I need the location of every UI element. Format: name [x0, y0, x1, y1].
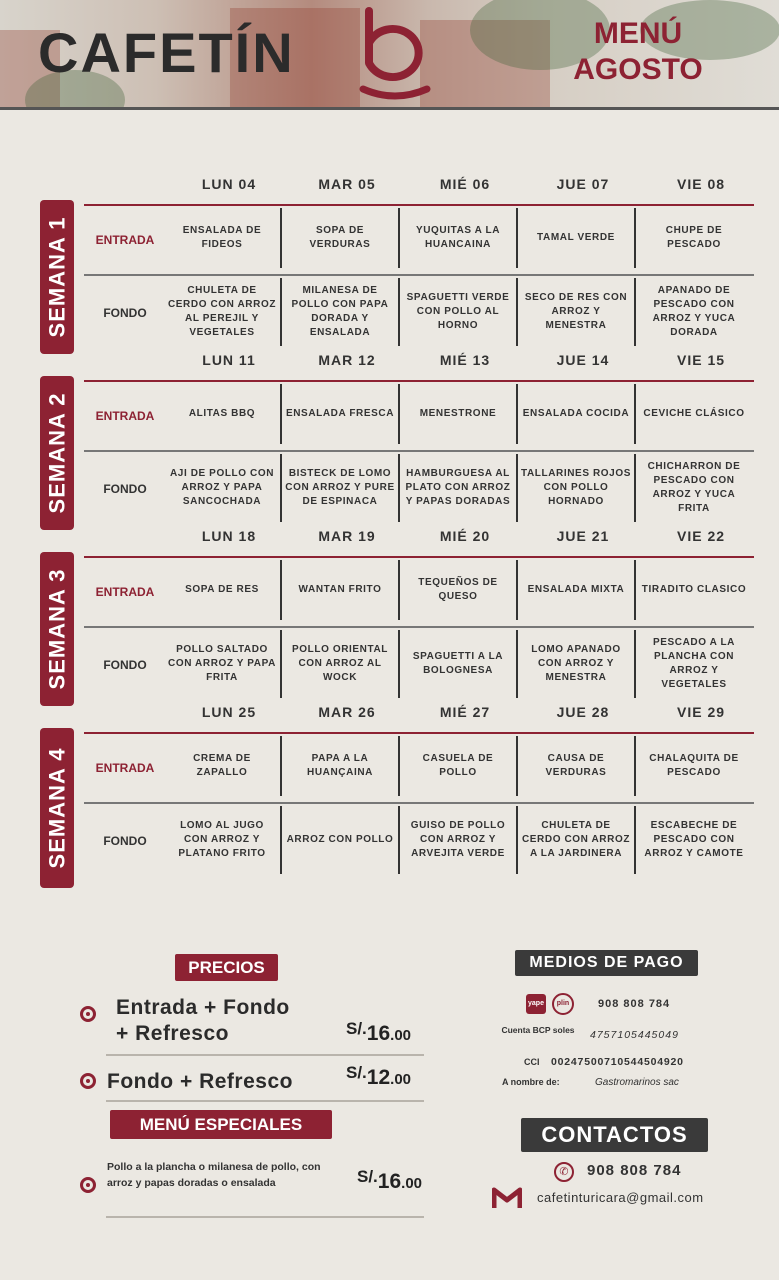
row-label-entrada: ENTRADA — [95, 761, 155, 775]
bcp-account: 4757105445049 — [590, 1029, 679, 1041]
entrada-row — [164, 736, 754, 796]
week-block — [40, 528, 760, 708]
fondo-dish: ESCABECHE DE PESCADO CON ARROZ Y CAMOTE — [644, 820, 744, 859]
entrada-dish: CASUELA DE POLLO — [422, 753, 494, 778]
day-header: JUE 21 — [556, 528, 610, 544]
entrada-dish: CREMA DE ZAPALLO — [193, 753, 251, 778]
combo-1-price — [346, 1019, 412, 1046]
day-header: JUE 14 — [556, 352, 610, 368]
prices-title: PRECIOS — [175, 954, 278, 981]
divider — [106, 1216, 424, 1218]
currency: S/. — [346, 1019, 367, 1038]
entrada-dish: TEQUEÑOS DE QUESO — [418, 577, 498, 602]
divider — [106, 1054, 424, 1056]
fondo-dish: POLLO SALTADO CON ARROZ Y PAPA FRITA — [168, 644, 276, 683]
amount: 12 — [366, 1066, 391, 1089]
row-label-fondo: FONDO — [103, 658, 147, 672]
entrada-dish: ENSALADA FRESCA — [285, 408, 395, 419]
yape-icon — [526, 994, 546, 1014]
row-label-entrada: ENTRADA — [95, 585, 155, 599]
fondo-dish: CHULETA DE CERDO CON ARROZ A LA JARDINERA — [521, 820, 631, 859]
day-header: LUN 18 — [201, 528, 257, 544]
contact-email[interactable]: cafetinturicara@gmail.com — [537, 1190, 704, 1205]
day-header: VIE 15 — [676, 352, 726, 368]
entrada-dish: YUQUITAS A LA HUANCAINA — [415, 225, 501, 250]
day-header: MAR 12 — [318, 352, 376, 368]
day-header: MAR 19 — [318, 528, 376, 544]
fondo-dish: MILANESA DE POLLO CON PAPA DORADA Y ENSALADA — [291, 285, 389, 338]
entrada-dish: SOPA DE VERDURAS — [309, 225, 371, 250]
entrada-row — [164, 208, 754, 268]
week-tab — [40, 728, 74, 888]
day-header: LUN 25 — [201, 704, 257, 720]
fondo-dish: HAMBURGUESA AL PLATO CON ARROZ Y PAPAS DORADAS — [405, 468, 511, 507]
row-label-fondo: FONDO — [103, 306, 147, 320]
week-tab — [40, 376, 74, 530]
fondo-dish: AJI DE POLLO CON ARROZ Y PAPA SANCOCHADA — [169, 468, 275, 507]
specials-title: MENÚ ESPECIALES — [110, 1110, 332, 1139]
fondo-dish: LOMO AL JUGO CON ARROZ Y PLATANO FRITO — [178, 820, 266, 859]
day-headers — [170, 352, 760, 374]
fondo-row — [164, 806, 754, 874]
fondo-dish: GUISO DE POLLO CON ARROZ Y ARVEJITA VERDE — [410, 820, 506, 859]
fondo-row — [164, 630, 754, 698]
row-rule — [84, 626, 754, 628]
fondo-dish: SPAGUETTI A LA BOLOGNESA — [412, 651, 504, 676]
week-label: SEMANA 3 — [44, 568, 69, 690]
fondo-dish: ARROZ CON POLLO — [286, 834, 394, 845]
week-label: SEMANA 2 — [44, 392, 69, 514]
day-header: JUE 28 — [556, 704, 610, 720]
row-label-fondo: FONDO — [103, 482, 147, 496]
bullet-icon — [80, 1177, 96, 1193]
row-label-entrada: ENTRADA — [95, 409, 155, 423]
day-header: VIE 08 — [676, 176, 726, 192]
yape-label: yape — [528, 1000, 544, 1007]
row-rule — [84, 802, 754, 804]
brand-logo: CAFETÍN — [38, 21, 295, 84]
entrada-dish: ALITAS BBQ — [188, 408, 256, 419]
week-label: SEMANA 4 — [44, 747, 69, 869]
contact-phone[interactable]: 908 808 784 — [587, 1162, 682, 1179]
decimals: .00 — [390, 1071, 412, 1088]
entrada-dish: ENSALADA DE FIDEOS — [182, 225, 262, 250]
menu-title-line2: AGOSTO — [573, 53, 703, 86]
day-header: JUE 07 — [556, 176, 610, 192]
week-tab — [40, 552, 74, 706]
fondo-dish: APANADO DE PESCADO CON ARROZ Y YUCA DORADA — [652, 285, 736, 338]
week-rule — [84, 556, 754, 558]
fondo-dish: PESCADO A LA PLANCHA CON ARROZ Y VEGETALES — [652, 637, 736, 690]
cci-number: 00247500710544504920 — [551, 1056, 684, 1068]
fondo-dish: TALLARINES ROJOS CON POLLO HORNADO — [521, 468, 631, 507]
week-block — [40, 352, 760, 532]
fondo-dish: BISTECK DE LOMO CON ARROZ Y PURE DE ESPINACA — [285, 468, 395, 507]
cci-label: CCI — [524, 1057, 540, 1067]
day-header: MIÉ 06 — [439, 176, 491, 192]
row-label-entrada: ENTRADA — [95, 233, 155, 247]
contacts-title: CONTACTOS — [521, 1118, 708, 1152]
entrada-dish: CEVICHE CLÁSICO — [643, 408, 745, 419]
specials-price — [357, 1167, 423, 1194]
entrada-dish: ENSALADA MIXTA — [527, 584, 625, 595]
entrada-dish: SOPA DE RES — [185, 584, 259, 595]
day-header: MIÉ 27 — [439, 704, 491, 720]
menu-title — [558, 16, 718, 88]
day-header: VIE 29 — [676, 704, 726, 720]
menu-title-line1: MENÚ — [593, 17, 683, 50]
plin-label: plin — [556, 1000, 570, 1007]
bcp-label: Cuenta BCP soles — [501, 1025, 575, 1035]
day-header: MAR 05 — [318, 176, 376, 192]
payment-phone: 908 808 784 — [598, 998, 671, 1010]
entrada-dish: WANTAN FRITO — [298, 584, 382, 595]
fondo-dish: SPAGUETTI VERDE CON POLLO AL HORNO — [406, 292, 510, 331]
fondo-dish: CHICHARRON DE PESCADO CON ARROZ Y YUCA FRITA — [647, 461, 741, 514]
whatsapp-icon: ✆ — [554, 1162, 574, 1182]
row-rule — [84, 274, 754, 276]
entrada-dish: ENSALADA COCIDA — [522, 408, 630, 419]
currency: S/. — [346, 1063, 367, 1082]
day-headers — [170, 704, 760, 726]
week-block — [40, 704, 760, 884]
entrada-row — [164, 560, 754, 620]
entrada-dish: CAUSA DE VERDURAS — [545, 753, 607, 778]
entrada-dish: TAMAL VERDE — [537, 232, 615, 243]
entrada-dish: PAPA A LA HUANÇAINA — [307, 753, 373, 778]
specials-description: Pollo a la plancha o milanesa de pollo, con arroz y papas doradas o ensalada — [107, 1161, 321, 1189]
entrada-dish: MENESTRONE — [419, 408, 497, 419]
week-rule — [84, 380, 754, 382]
amount: 16 — [377, 1170, 402, 1193]
entrada-dish: CHUPE DE PESCADO — [665, 225, 723, 250]
entrada-dish: CHALAQUITA DE PESCADO — [649, 753, 739, 778]
fondo-dish: SECO DE RES CON ARROZ Y MENESTRA — [524, 292, 628, 331]
plin-icon — [552, 993, 574, 1015]
amount: 16 — [366, 1022, 391, 1045]
week-tab — [40, 200, 74, 354]
fondo-dish: CHULETA DE CERDO CON ARROZ AL PEREJIL Y VEGETALES — [167, 285, 277, 338]
fondo-dish: POLLO ORIENTAL CON ARROZ AL WOCK — [292, 644, 388, 683]
week-rule — [84, 204, 754, 206]
day-header: MIÉ 20 — [439, 528, 491, 544]
payment-title: MEDIOS DE PAGO — [515, 950, 698, 976]
brand-mark-icon — [355, 3, 435, 103]
gmail-icon — [492, 1186, 522, 1210]
fondo-row — [164, 278, 754, 346]
combo-2-label: Fondo + Refresco — [107, 1070, 293, 1093]
row-label-fondo: FONDO — [103, 834, 147, 848]
fondo-dish: LOMO APANADO CON ARROZ Y MENESTRA — [531, 644, 621, 683]
decimals: .00 — [401, 1175, 423, 1192]
decimals: .00 — [390, 1027, 412, 1044]
header-banner — [0, 0, 779, 110]
fondo-row — [164, 454, 754, 522]
day-header: LUN 11 — [202, 352, 256, 368]
day-headers — [170, 176, 760, 198]
divider — [106, 1100, 424, 1102]
entrada-row — [164, 384, 754, 444]
day-header: MAR 26 — [318, 704, 376, 720]
entrada-dish: TIRADITO CLASICO — [641, 584, 747, 595]
bullet-icon — [80, 1073, 96, 1089]
holder-name: Gastromarinos sac — [595, 1077, 679, 1088]
holder-label: A nombre de: — [502, 1077, 560, 1087]
week-block — [40, 176, 760, 356]
week-rule — [84, 732, 754, 734]
combo-1-line1: Entrada + Fondo — [116, 996, 290, 1019]
combo-2-price — [346, 1063, 412, 1090]
week-label: SEMANA 1 — [44, 216, 69, 338]
bullet-icon — [80, 1006, 96, 1022]
row-rule — [84, 450, 754, 452]
day-header: VIE 22 — [676, 528, 726, 544]
day-header: MIÉ 13 — [439, 352, 491, 368]
combo-1-line2: + Refresco — [116, 1022, 229, 1045]
day-headers — [170, 528, 760, 550]
currency: S/. — [357, 1167, 378, 1186]
day-header: LUN 04 — [201, 176, 257, 192]
